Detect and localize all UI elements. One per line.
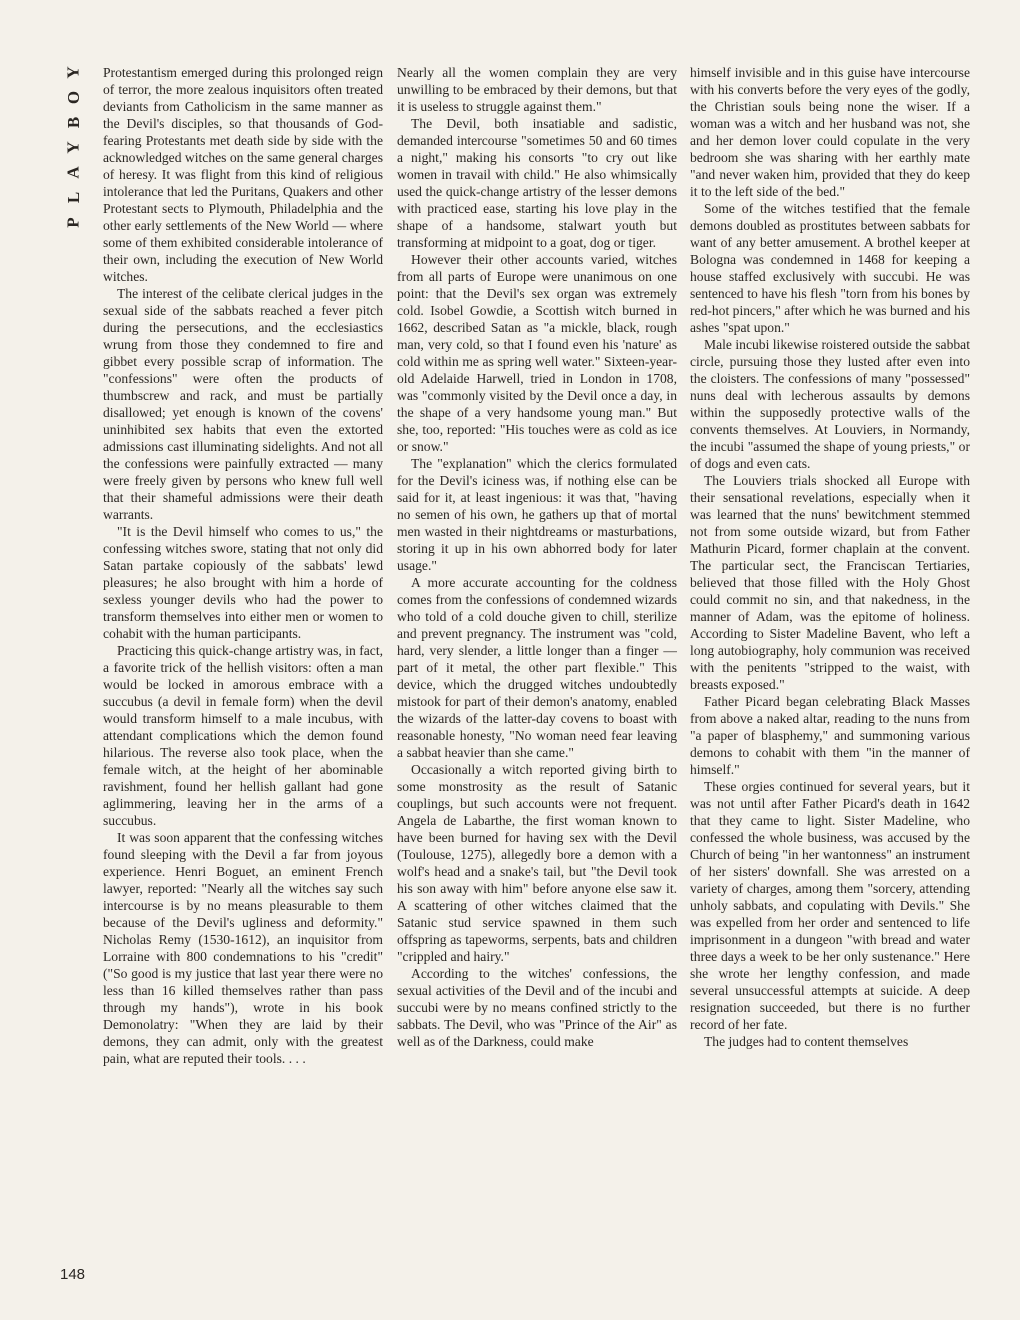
paragraph: Father Picard began celebrating Black Masses from above a naked altar, reading to the nuns from "a paper of blasphemy," and summoning various demons to cohabit with them "in the manner of himself." bbox=[690, 694, 970, 777]
paragraph: Male incubi likewise roistered outside the sabbat circle, pursuing those they lusted after even into the cloisters. The confessions of many "possessed" nuns deal with lecherous assaults by demons within the supposedly protective walls of the convents themselves. At Louviers, in Normandy, the incubi "assumed the shape of young priests," or of dogs and even cats. bbox=[690, 337, 970, 471]
paragraph: The interest of the celibate clerical judges in the sexual side of the sabbats reached a fever pitch during the persecutions, and the ecclesiastics wrung from those they condemned to fire and gibbet every possible scrap of information. The "confessions" were often the products of thumbscrew and rack, and must be partially disallowed; yet enough is known of the covens' uninhibited sex habits that even the extorted admissions cast illuminating sidelights. And not all the confessions were painfully extracted — many were freely given by persons who knew full well that their shameful admissions were their death warrants. bbox=[103, 286, 383, 522]
text-column-1 bbox=[103, 64, 383, 1284]
masthead-letter: Y bbox=[64, 65, 83, 79]
masthead-letter: A bbox=[64, 165, 83, 179]
paragraph: Practicing this quick-change artistry was, in fact, a favorite trick of the hellish visitors: often a man would be locked in amorous embrace with a succubus (a devil in female form) when the devil would transform himself to a male incubus, with attendant complications which the demon found hilarious. The reverse also took place, when the female witch, at the height of her abominable ravishment, found her hellish gallant had gone aglimmering, leaving her in the arms of a succubus. bbox=[103, 643, 383, 828]
paragraph: According to the witches' confessions, the sexual activities of the Devil and of the incubi and succubi were by no means confined strictly to the sabbats. The Devil, who was "Prince of the Air" as well as of the Darkness, could make bbox=[397, 966, 677, 1049]
paragraph: However their other accounts varied, witches from all parts of Europe were unanimous on one point: that the Devil's sex organ was extremely cold. Isobel Gowdie, a Scottish witch burned in 1662, described Satan as "a mickle, black, rough man, very cold, so that I found even his 'nature' as cold within me as spring well water." Sixteen-year-old Adelaide Harwell, tried in London in 1708, was "commonly visited by the Devil once a day, in the shape of a very handsome young man." But she, too, reported: "His touches were as cold as ice or snow." bbox=[397, 252, 677, 454]
paragraph: A more accurate accounting for the coldness comes from the confessions of condemned wizards who told of a cold douche given to chill, sterilize and prevent pregnancy. The instrument was "cold, hard, very slender, a little longer than a finger — part of it metal, the other part flexible." This device, which the drugged witches undoubtedly mistook for part of their demon's anatomy, enabled the wizards of the latter-day covens to boast with reasonable honesty, "No woman need fear leaving a sabbat heavier than she came." bbox=[397, 575, 677, 760]
text-column-3 bbox=[690, 64, 970, 1284]
masthead-letter: O bbox=[63, 89, 83, 105]
paragraph: himself invisible and in this guise have intercourse with his converts before the very eyes of the godly, the Christian souls being none the wiser. If a woman was a witch and her husband was not, she and her demon lover could copulate in the very bedroom she was sharing with her earthly mate "and never waken him, provided that they do keep it to the left side of the bed." bbox=[690, 65, 970, 199]
text-column-2 bbox=[397, 64, 677, 1284]
paragraph: Some of the witches testified that the female demons doubled as prostitutes between sabbats for want of any better amusement. A brothel keeper at Bologna was condemned in 1468 for keeping a house staffed exclusively with succubi. He was sentenced to have his flesh "torn from his bones by red-hot pincers," after which he was burned and his ashes "spat upon." bbox=[690, 201, 970, 335]
masthead-letter: P bbox=[63, 216, 83, 228]
page-number: 148 bbox=[60, 1266, 86, 1283]
paragraph: Nearly all the women complain they are very unwilling to be embraced by their demons, but that it is useless to struggle against them." bbox=[397, 65, 677, 114]
masthead-letter: Y bbox=[64, 140, 83, 154]
paragraph: Protestantism emerged during this prolonged reign of terror, the more zealous inquisitors often treated deviants from Catholicism in the same manner as the Devil's disciples, so that thousands of God-fearing Protestants met death side by side with the acknowledged witches on the same general charges of heresy. It was flight from this kind of religious intolerance that led the Puritans, Quakers and other Protestant sects to Plymouth, Philadelphia and the other early settlements of the New World — where some of them exhibited considerable intolerance of their own, including the execution of New World witches. bbox=[103, 65, 383, 284]
paragraph: "It is the Devil himself who comes to us," the confessing witches swore, stating that not only did Satan partake copiously of the sabbats' lewd pleasures; he also brought with him a horde of sexless younger devils who had the power to transform themselves into either men or women to cohabit with the human participants. bbox=[103, 524, 383, 641]
masthead-spine bbox=[60, 62, 88, 232]
paragraph: The judges had to content themselves bbox=[704, 1034, 909, 1049]
paragraph: These orgies continued for several years, but it was not until after Father Picard's death in 1642 that they came to light. Sister Madeline, who confessed the whole business, was accused by the Church of being "in her wantonness" an instrument of her sisters' downfall. She was arrested on a variety of charges, among them "sorcery, attending unholy sabbats, and copulating with Devils." She was expelled from her order and sentenced to life imprisonment in a dungeon "with bread and water three days a week to be her only sustenance." Here she wrote her lengthy confession, and made several unsuccessful attempts at suicide. A deep resignation succeeded, but there is no further record of her fate. bbox=[690, 779, 970, 1032]
paragraph: The "explanation" which the clerics formulated for the Devil's iciness was, if nothing else can be said for it, at least ingenious: it was that, "having no semen of his own, he gathers up that of mortal men wasted in their nightdreams or masturbations, storing it up in his own abhorred body for later usage." bbox=[397, 456, 677, 573]
paragraph: Occasionally a witch reported giving birth to some monstrosity as the result of Satanic couplings, but such accounts were not frequent. Angela de Labarthe, the first woman known to have been burned for having sex with the Devil (Toulouse, 1275), allegedly bore a demon with a wolf's head and a snake's tail, but "the Devil took his son away with him" before anyone else saw it. A scattering of other witches claimed that the Satanic stud service spawned in them such offspring as tapeworms, serpents, bats and children "crippled and hairy." bbox=[397, 762, 677, 964]
paragraph: The Devil, both insatiable and sadistic, demanded intercourse "sometimes 50 and 60 times a night," making his consorts "to cry out like women in travail with child." He also whimsically used the quick-change artistry of the lesser demons with practiced ease, starting his love play in the shape of a handsome, stalwart youth but transforming at midpoint to a goat, dog or tiger. bbox=[397, 116, 677, 250]
paragraph: It was soon apparent that the confessing witches found sleeping with the Devil a far from joyous experience. Henri Boguet, an eminent French lawyer, reported: "Nearly all the witches say such intercourse is by no means pleasurable to them because of the Devil's ugliness and deformity." Nicholas Remy (1530-1612), an inquisitor from Lorraine with 800 condemnations to his "credit" ("So good is my justice that last year there were no less than 16 killed themselves rather than pass through my hands"), wrote in his book Demonolatry: "When they are laid by their demons, they can admit, only with the greatest pain, what are reputed their tools. . . . bbox=[103, 830, 383, 1066]
masthead-letter: B bbox=[64, 115, 83, 129]
paragraph: The Louviers trials shocked all Europe with their sensational revelations, especially when it was learned that the nuns' bewitchment stemmed not from some outside wizard, but from Father Mathurin Picard, former chaplain at the convent. The particular sect, the Franciscan Tertiaries, believed that those filled with the Holy Ghost could commit no sin, and that nakedness, in the manner of Adam, was the epitome of holiness. According to Sister Madeline Bavent, who left a long autobiography, holy communion was received with the penitents "stripped to the waist, with breasts exposed." bbox=[690, 473, 970, 692]
masthead-letter: L bbox=[64, 190, 83, 204]
